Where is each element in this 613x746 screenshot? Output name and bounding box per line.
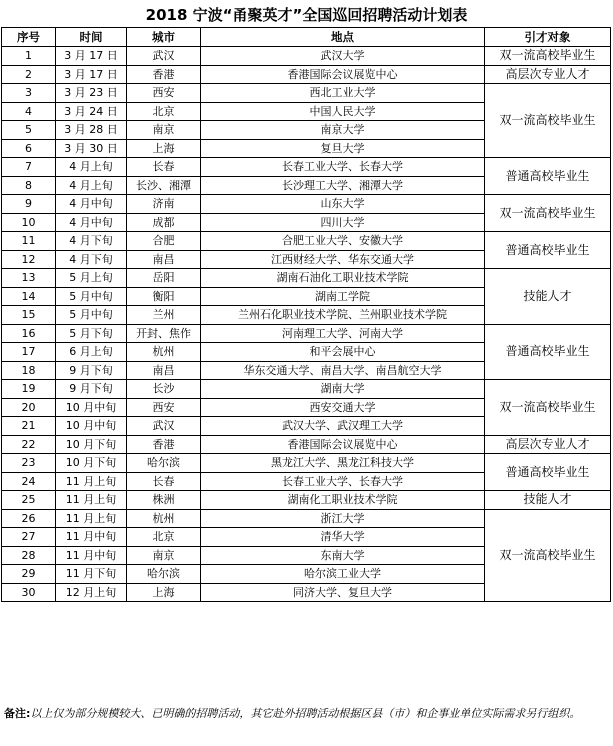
index-cell: 25	[2, 491, 56, 510]
target-cell: 技能人才	[485, 491, 611, 510]
city-cell: 成都	[127, 213, 201, 232]
city-cell: 长春	[127, 158, 201, 177]
table-body	[2, 47, 611, 602]
index-cell: 22	[2, 435, 56, 454]
city-cell: 西安	[127, 84, 201, 103]
footnote	[4, 706, 604, 722]
target-cell: 普通高校毕业生	[485, 454, 611, 491]
place-cell: 哈尔滨工业大学	[201, 565, 485, 584]
target-cell: 双一流高校毕业生	[485, 380, 611, 436]
target-cell: 普通高校毕业生	[485, 324, 611, 380]
index-cell: 17	[2, 343, 56, 362]
place-cell: 江西财经大学、华东交通大学	[201, 250, 485, 269]
index-cell: 24	[2, 472, 56, 491]
index-cell: 26	[2, 509, 56, 528]
index-cell: 23	[2, 454, 56, 473]
place-cell: 香港国际会议展览中心	[201, 435, 485, 454]
city-cell: 长沙	[127, 380, 201, 399]
place-cell: 武汉大学、武汉理工大学	[201, 417, 485, 436]
index-cell: 27	[2, 528, 56, 547]
place-cell: 长春工业大学、长春大学	[201, 158, 485, 177]
time-cell: 5 月中旬	[56, 287, 127, 306]
time-cell: 5 月中旬	[56, 306, 127, 325]
place-cell: 复旦大学	[201, 139, 485, 158]
table-row	[2, 65, 611, 84]
city-cell: 兰州	[127, 306, 201, 325]
place-cell: 中国人民大学	[201, 102, 485, 121]
target-cell: 高层次专业人才	[485, 435, 611, 454]
city-cell: 哈尔滨	[127, 454, 201, 473]
index-cell: 9	[2, 195, 56, 214]
city-cell: 南京	[127, 121, 201, 140]
time-cell: 9 月下旬	[56, 361, 127, 380]
city-cell: 长沙、湘潭	[127, 176, 201, 195]
index-cell: 2	[2, 65, 56, 84]
city-cell: 开封、焦作	[127, 324, 201, 343]
target-cell: 双一流高校毕业生	[485, 47, 611, 66]
place-cell: 和平会展中心	[201, 343, 485, 362]
time-cell: 3 月 30 日	[56, 139, 127, 158]
city-cell: 株洲	[127, 491, 201, 510]
index-cell: 30	[2, 583, 56, 602]
place-cell: 湖南大学	[201, 380, 485, 399]
city-cell: 上海	[127, 139, 201, 158]
place-cell: 黑龙江大学、黑龙江科技大学	[201, 454, 485, 473]
header-place: 地点	[201, 28, 485, 47]
schedule-table	[1, 27, 611, 602]
index-cell: 10	[2, 213, 56, 232]
table-row	[2, 380, 611, 399]
time-cell: 11 月中旬	[56, 528, 127, 547]
target-cell: 技能人才	[485, 269, 611, 325]
index-cell: 14	[2, 287, 56, 306]
footnote-text: 以上仅为部分规模较大、已明确的招聘活动，其它赴外招聘活动根据区县（市）和企事业单位实际需求另行组织。	[30, 707, 581, 720]
time-cell: 11 月中旬	[56, 546, 127, 565]
city-cell: 衡阳	[127, 287, 201, 306]
time-cell: 10 月下旬	[56, 454, 127, 473]
table-row	[2, 454, 611, 473]
time-cell: 3 月 17 日	[56, 47, 127, 66]
header-time: 时间	[56, 28, 127, 47]
index-cell: 5	[2, 121, 56, 140]
target-cell: 普通高校毕业生	[485, 232, 611, 269]
target-cell: 双一流高校毕业生	[485, 84, 611, 158]
index-cell: 29	[2, 565, 56, 584]
target-cell: 双一流高校毕业生	[485, 195, 611, 232]
table-row	[2, 158, 611, 177]
city-cell: 合肥	[127, 232, 201, 251]
time-cell: 5 月下旬	[56, 324, 127, 343]
place-cell: 武汉大学	[201, 47, 485, 66]
city-cell: 香港	[127, 65, 201, 84]
time-cell: 9 月下旬	[56, 380, 127, 399]
index-cell: 15	[2, 306, 56, 325]
table-row	[2, 269, 611, 288]
time-cell: 11 月上旬	[56, 509, 127, 528]
time-cell: 3 月 28 日	[56, 121, 127, 140]
time-cell: 10 月中旬	[56, 398, 127, 417]
place-cell: 南京大学	[201, 121, 485, 140]
time-cell: 10 月中旬	[56, 417, 127, 436]
city-cell: 南京	[127, 546, 201, 565]
city-cell: 上海	[127, 583, 201, 602]
place-cell: 浙江大学	[201, 509, 485, 528]
city-cell: 杭州	[127, 509, 201, 528]
table-header-row	[2, 28, 611, 47]
place-cell: 长沙理工大学、湘潭大学	[201, 176, 485, 195]
place-cell: 四川大学	[201, 213, 485, 232]
place-cell: 华东交通大学、南昌大学、南昌航空大学	[201, 361, 485, 380]
time-cell: 4 月上旬	[56, 176, 127, 195]
table-row	[2, 232, 611, 251]
place-cell: 山东大学	[201, 195, 485, 214]
index-cell: 3	[2, 84, 56, 103]
index-cell: 7	[2, 158, 56, 177]
place-cell: 湖南化工职业技术学院	[201, 491, 485, 510]
city-cell: 武汉	[127, 417, 201, 436]
place-cell: 合肥工业大学、安徽大学	[201, 232, 485, 251]
city-cell: 西安	[127, 398, 201, 417]
place-cell: 同济大学、复旦大学	[201, 583, 485, 602]
time-cell: 4 月下旬	[56, 232, 127, 251]
place-cell: 河南理工大学、河南大学	[201, 324, 485, 343]
city-cell: 岳阳	[127, 269, 201, 288]
index-cell: 1	[2, 47, 56, 66]
index-cell: 13	[2, 269, 56, 288]
time-cell: 12 月上旬	[56, 583, 127, 602]
table-row	[2, 491, 611, 510]
target-cell: 普通高校毕业生	[485, 158, 611, 195]
header-city: 城市	[127, 28, 201, 47]
time-cell: 3 月 17 日	[56, 65, 127, 84]
time-cell: 3 月 24 日	[56, 102, 127, 121]
time-cell: 4 月下旬	[56, 250, 127, 269]
time-cell: 4 月中旬	[56, 213, 127, 232]
city-cell: 杭州	[127, 343, 201, 362]
index-cell: 20	[2, 398, 56, 417]
index-cell: 4	[2, 102, 56, 121]
index-cell: 19	[2, 380, 56, 399]
index-cell: 6	[2, 139, 56, 158]
index-cell: 12	[2, 250, 56, 269]
city-cell: 香港	[127, 435, 201, 454]
place-cell: 湖南工学院	[201, 287, 485, 306]
index-cell: 16	[2, 324, 56, 343]
place-cell: 西北工业大学	[201, 84, 485, 103]
time-cell: 3 月 23 日	[56, 84, 127, 103]
time-cell: 11 月下旬	[56, 565, 127, 584]
city-cell: 南昌	[127, 361, 201, 380]
header-target: 引才对象	[485, 28, 611, 47]
table-row	[2, 435, 611, 454]
place-cell: 清华大学	[201, 528, 485, 547]
time-cell: 4 月中旬	[56, 195, 127, 214]
time-cell: 4 月上旬	[56, 158, 127, 177]
table-row	[2, 195, 611, 214]
index-cell: 21	[2, 417, 56, 436]
place-cell: 长春工业大学、长春大学	[201, 472, 485, 491]
city-cell: 北京	[127, 102, 201, 121]
city-cell: 济南	[127, 195, 201, 214]
place-cell: 兰州石化职业技术学院、兰州职业技术学院	[201, 306, 485, 325]
table-row	[2, 84, 611, 103]
index-cell: 28	[2, 546, 56, 565]
page-title: 2018 宁波“甬聚英才”全国巡回招聘活动计划表	[145, 6, 468, 24]
city-cell: 南昌	[127, 250, 201, 269]
city-cell: 哈尔滨	[127, 565, 201, 584]
index-cell: 11	[2, 232, 56, 251]
time-cell: 6 月上旬	[56, 343, 127, 362]
place-cell: 香港国际会议展览中心	[201, 65, 485, 84]
target-cell: 双一流高校毕业生	[485, 509, 611, 602]
city-cell: 武汉	[127, 47, 201, 66]
time-cell: 5 月上旬	[56, 269, 127, 288]
place-cell: 西安交通大学	[201, 398, 485, 417]
header-index: 序号	[2, 28, 56, 47]
table-row	[2, 47, 611, 66]
table-row	[2, 324, 611, 343]
index-cell: 8	[2, 176, 56, 195]
time-cell: 11 月上旬	[56, 491, 127, 510]
city-cell: 长春	[127, 472, 201, 491]
time-cell: 11 月上旬	[56, 472, 127, 491]
target-cell: 高层次专业人才	[485, 65, 611, 84]
place-cell: 东南大学	[201, 546, 485, 565]
time-cell: 10 月下旬	[56, 435, 127, 454]
city-cell: 北京	[127, 528, 201, 547]
footnote-label: 备注:	[4, 707, 31, 720]
table-row	[2, 509, 611, 528]
place-cell: 湖南石油化工职业技术学院	[201, 269, 485, 288]
index-cell: 18	[2, 361, 56, 380]
